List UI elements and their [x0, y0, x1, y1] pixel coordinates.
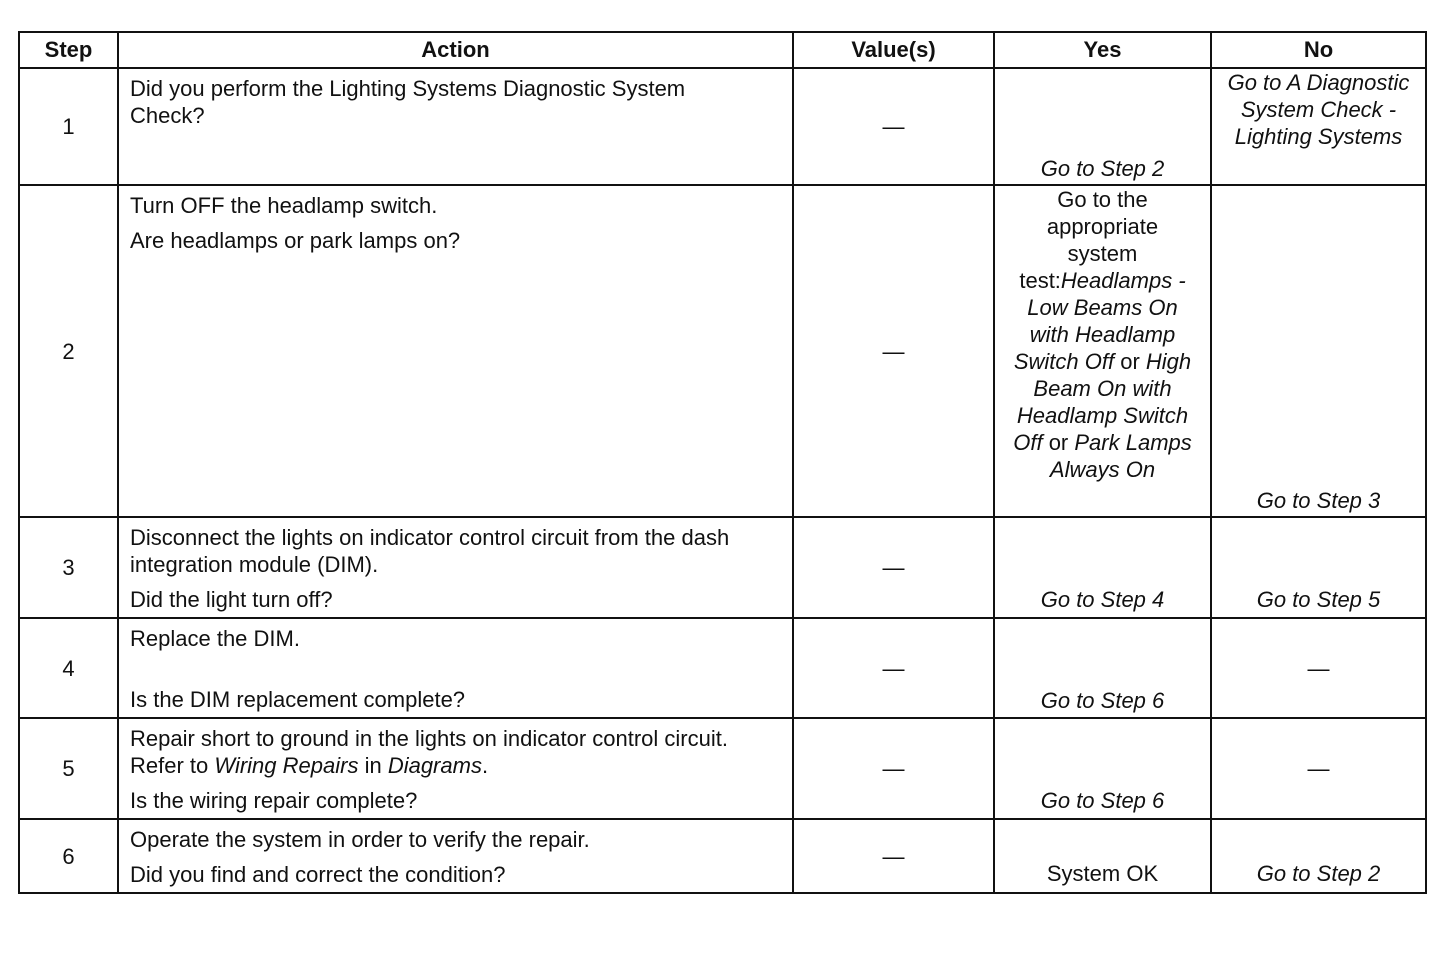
wiring-repairs-link[interactable]: Wiring Repairs	[214, 753, 359, 778]
no-cell: —	[1211, 718, 1426, 819]
step-number: 5	[19, 718, 118, 819]
diagrams-link[interactable]: Diagrams	[387, 753, 482, 778]
action-cell	[118, 68, 793, 185]
diagnostic-table	[18, 31, 1427, 894]
action-text-part: in	[358, 753, 388, 778]
action-cell	[118, 819, 793, 893]
yes-cell	[994, 819, 1211, 893]
yes-cell	[994, 517, 1211, 618]
table-row	[19, 68, 1426, 185]
no-cell: —	[1211, 618, 1426, 718]
table-row	[19, 185, 1426, 517]
header-no: No	[1211, 32, 1426, 68]
action-text-part: Repair short to ground in the lights on indicator control circuit. Refer to	[130, 726, 728, 778]
or-text: or	[1114, 349, 1146, 374]
header-step: Step	[19, 32, 118, 68]
yes-link-low-beams[interactable]: Headlamps - Low Beams On with Headlamp Switch Off	[1013, 268, 1186, 374]
table-row	[19, 819, 1426, 893]
no-cell	[1211, 819, 1426, 893]
action-question: Are headlamps or park lamps on?	[130, 228, 461, 253]
no-cell	[1211, 68, 1426, 185]
action-question: Is the wiring repair complete?	[130, 788, 418, 813]
no-cell	[1211, 185, 1426, 517]
action-text: Did you perform the Lighting Systems Diagnostic System Check?	[130, 76, 686, 128]
value-cell: —	[793, 819, 994, 893]
no-link[interactable]	[1212, 69, 1425, 150]
no-link[interactable]: Go to Step 5	[1256, 587, 1381, 612]
header-row	[19, 32, 1426, 68]
action-question: Did the light turn off?	[130, 587, 333, 612]
action-cell	[118, 718, 793, 819]
action-text: Disconnect the lights on indicator control circuit from the dash integration module (DIM).	[130, 525, 730, 577]
header-action: Action	[118, 32, 793, 68]
no-link-text: Go to A Diagnostic System Check - Lighting Systems	[1227, 70, 1410, 149]
action-text: Replace the DIM.	[130, 626, 300, 651]
yes-link-park-lamps[interactable]: Park Lamps Always On	[1049, 430, 1192, 482]
action-question: Did you find and correct the condition?	[130, 862, 506, 887]
step-number: 1	[19, 68, 118, 185]
action-text: Turn OFF the headlamp switch.	[130, 193, 438, 218]
yes-link[interactable]: Go to Step 6	[1040, 788, 1165, 813]
table-row	[19, 517, 1426, 618]
yes-link-high-beam[interactable]: High Beam On with Headlamp Switch Off	[1013, 349, 1192, 455]
header-yes: Yes	[994, 32, 1211, 68]
header-values: Value(s)	[793, 32, 994, 68]
step-number: 4	[19, 618, 118, 718]
table-row	[19, 618, 1426, 718]
or-text: or	[1042, 430, 1075, 455]
yes-lead-text: Go to the appropriate system test:	[1019, 187, 1159, 293]
step-number: 2	[19, 185, 118, 517]
yes-link[interactable]: Go to Step 4	[1040, 587, 1165, 612]
no-link[interactable]: Go to Step 2	[1256, 861, 1381, 886]
action-cell	[118, 185, 793, 517]
action-text	[130, 725, 782, 779]
action-text-part: .	[481, 753, 489, 778]
yes-link[interactable]: Go to Step 6	[1040, 688, 1165, 713]
yes-link[interactable]: Go to Step 2	[1040, 156, 1165, 181]
yes-cell	[994, 185, 1211, 517]
step-number: 6	[19, 819, 118, 893]
step-number: 3	[19, 517, 118, 618]
action-question: Is the DIM replacement complete?	[130, 687, 466, 712]
yes-cell	[994, 618, 1211, 718]
value-cell: —	[793, 68, 994, 185]
value-cell: —	[793, 517, 994, 618]
no-cell	[1211, 517, 1426, 618]
value-cell: —	[793, 185, 994, 517]
yes-cell	[994, 68, 1211, 185]
action-cell	[118, 517, 793, 618]
yes-cell	[994, 718, 1211, 819]
value-cell: —	[793, 618, 994, 718]
yes-result: System OK	[1046, 861, 1159, 886]
action-text: Operate the system in order to verify the repair.	[130, 827, 590, 852]
value-cell: —	[793, 718, 994, 819]
no-link[interactable]: Go to Step 3	[1256, 488, 1381, 513]
table-row	[19, 718, 1426, 819]
action-cell	[118, 618, 793, 718]
